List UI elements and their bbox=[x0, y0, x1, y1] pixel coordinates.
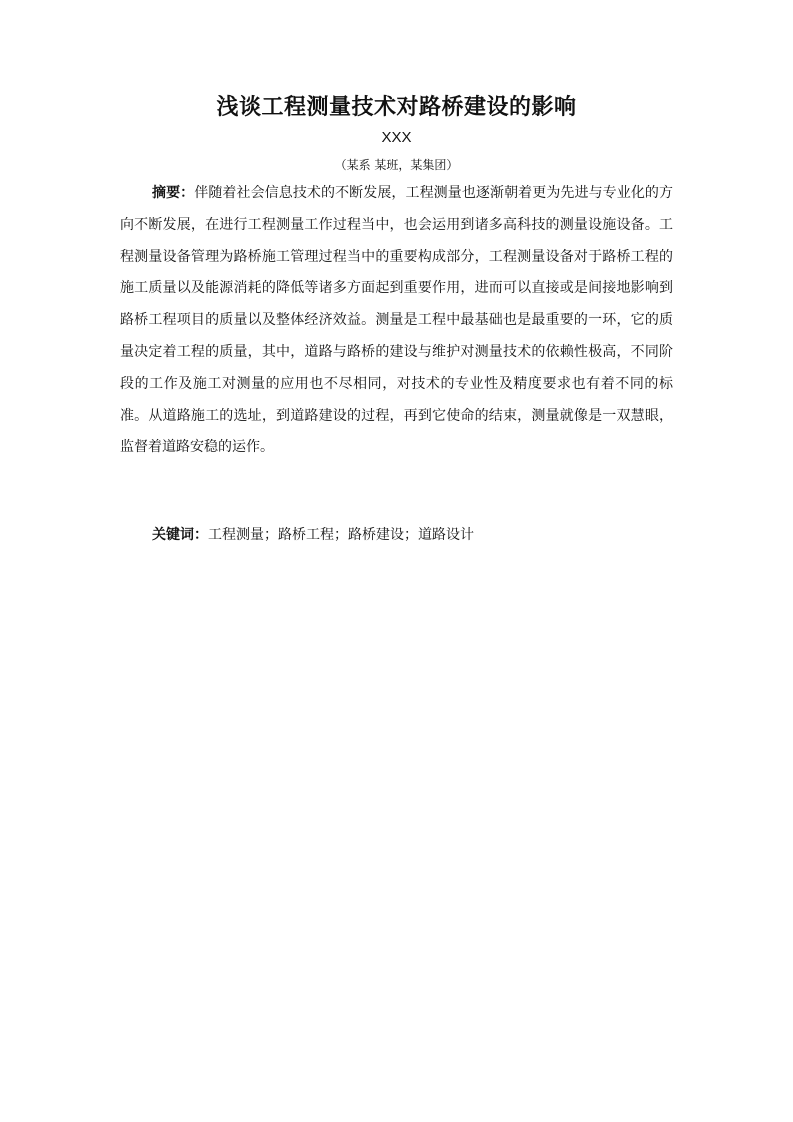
keywords-label: 关键词： bbox=[152, 527, 208, 543]
keywords-text: 工程测量；路桥工程；路桥建设；道路设计 bbox=[208, 527, 474, 543]
abstract-text: 伴随着社会信息技术的不断发展，工程测量也逐渐朝着更为先进与专业化的方向不断发展，在进行工程测量工作过程当中，也会运用到诸多高科技的测量设施设备。工程测量设备管理为路桥施工管理过程当中的重要构成部分，工程测量设备对于路桥工程的施工质量以及能源消耗的降低等诸多方面起到重要作用，进而可以直接或是间接地影响到路桥工程项目的质量以及整体经济效益。测量是工程中最基础也是最重要的一环，它的质量决定着工程的质量，其中，道路与路桥的建设与维护对测量技术的依赖性极高，不同阶段的工作及施工对测量的应用也不尽相同，对技术的专业性及精度要求也有着不同的标准。从道路施工的选址，到道路建设的过程，再到它使命的结束，测量就像是一双慧眼，监督着道路安稳的运作。 bbox=[120, 185, 673, 456]
author-affiliation: （某系 某班，某集团） bbox=[334, 158, 459, 172]
abstract-paragraph bbox=[120, 178, 673, 464]
author-name: XXX bbox=[381, 129, 412, 146]
paper-title: 浅谈工程测量技术对路桥建设的影响 bbox=[216, 95, 577, 120]
abstract-label: 摘要： bbox=[152, 185, 195, 201]
keywords-line bbox=[152, 524, 474, 546]
